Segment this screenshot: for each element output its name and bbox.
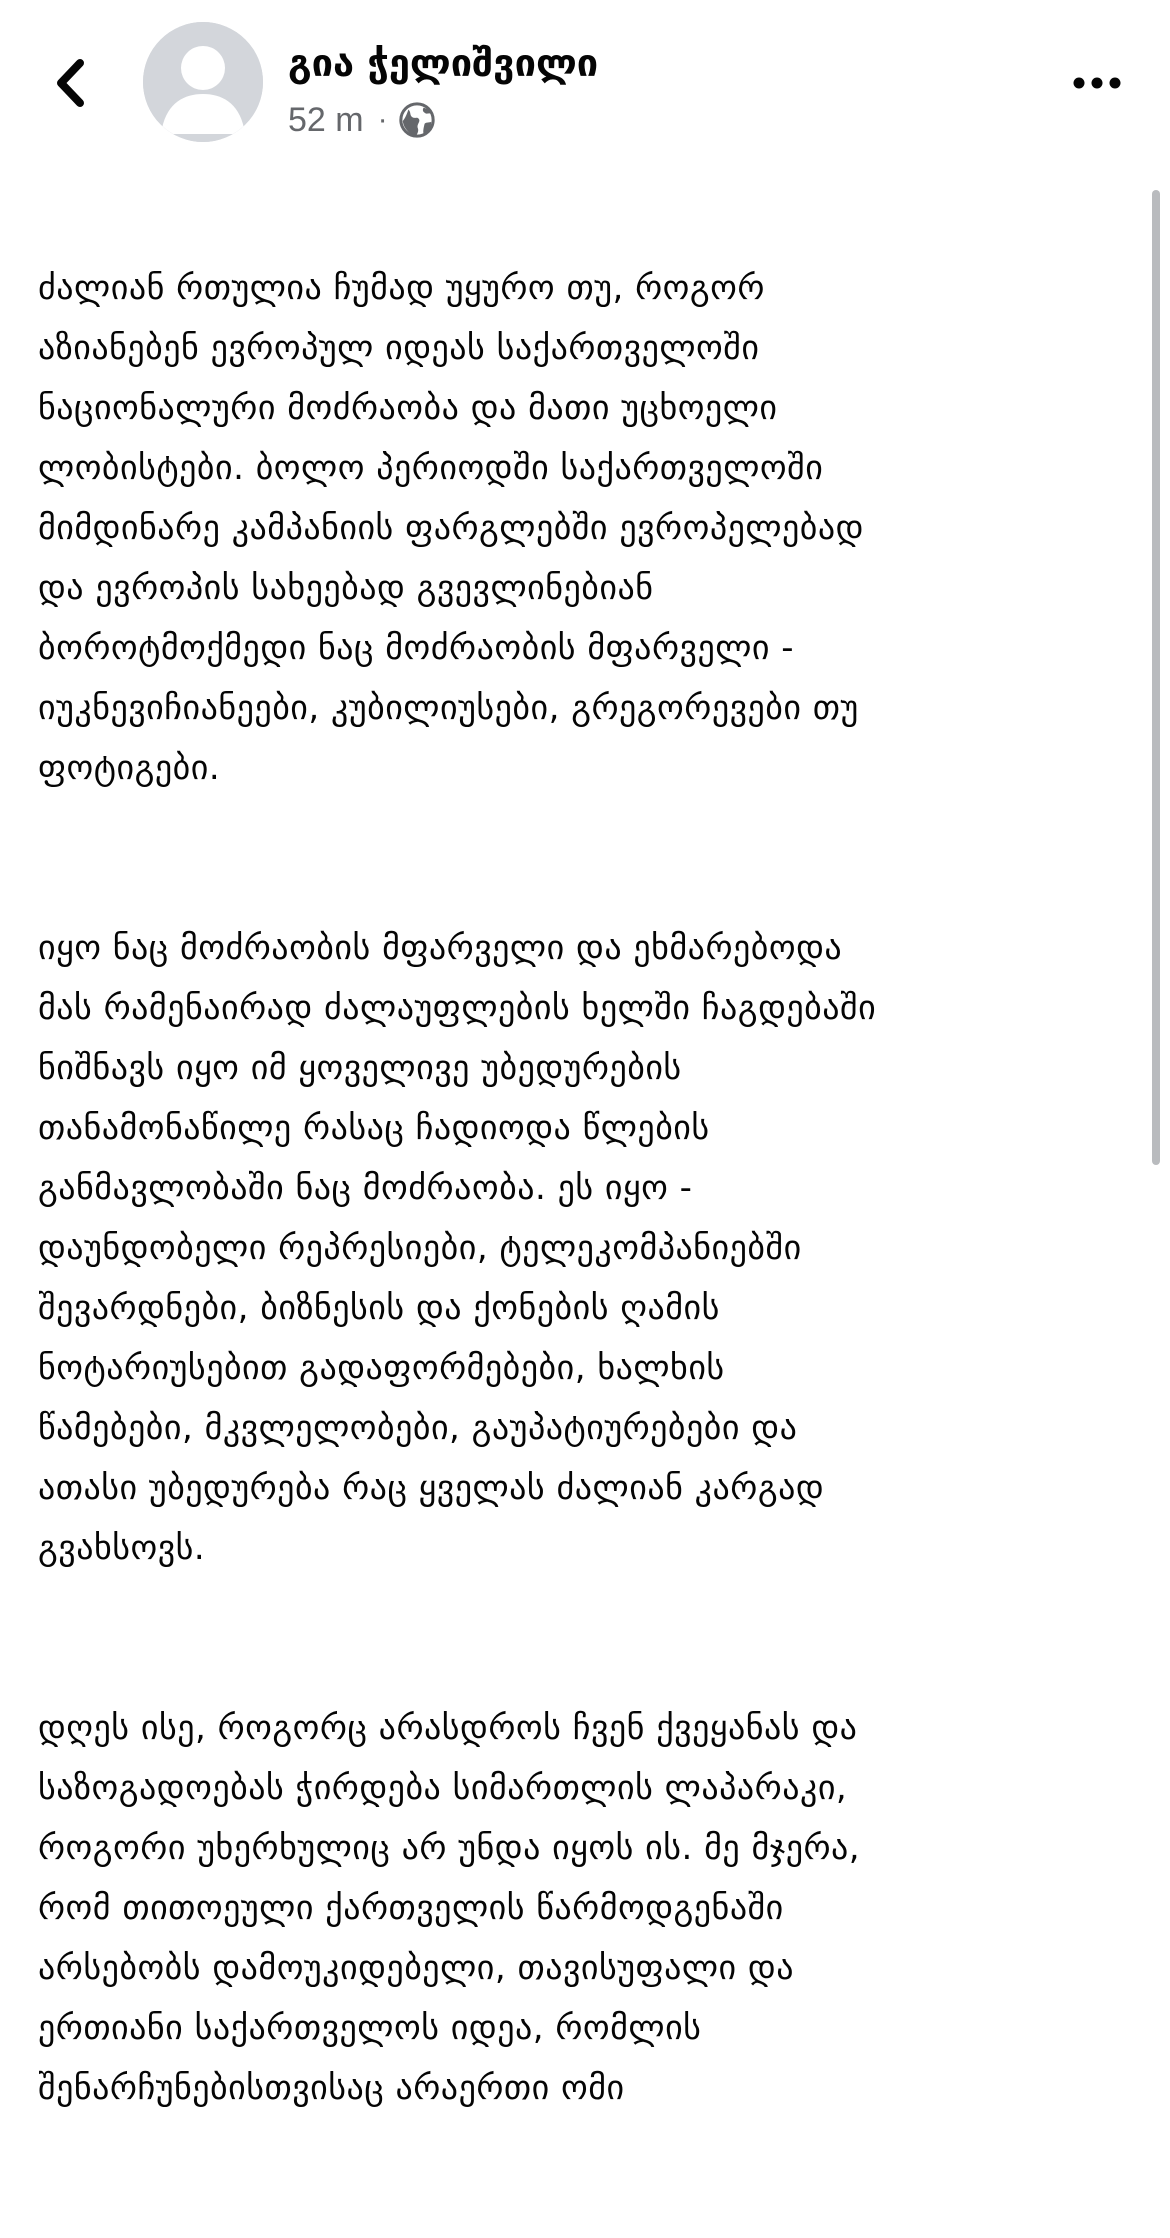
meta-separator: · (377, 103, 388, 136)
author-name[interactable]: გია ჭელიშვილი (288, 41, 599, 85)
chevron-left-icon (53, 57, 87, 109)
post-paragraph: დღეს ისე, როგორც არასდროს ჩვენ ქვეყანას და საზოგადოებას ჭირდება სიმართლის ლაპარაკი, როგორი უხერხულიც არ უნდა იყოს ის. მე მჯერა, რომ თითოეული ქართველის წარმოდგენაში არსებობს დამოუკიდებელი, თავისუფალი და ერთიანი საქართველოს იდეა, რომლის შენარჩუნებისთვისაც არაერთი ომი (38, 1708, 861, 2108)
post-text (38, 198, 1133, 2238)
post-meta (288, 100, 436, 140)
post-timestamp[interactable]: 52 m (288, 101, 364, 139)
scrollbar[interactable] (1152, 190, 1160, 1165)
avatar[interactable] (143, 22, 263, 142)
back-button[interactable] (40, 48, 100, 118)
post-paragraph: ძალიან რთულია ჩუმად უყურო თუ, როგორ აზიანებენ ევროპულ იდეას საქართველოში ნაციონალური მოძრაობა და მათი უცხოელი ლობისტები. ბოლო პერიოდში საქართველოში მიმდინარე კამპანიის ფარგლებში ევროპელებად და ევროპის სახეებად გვევლინებიან ბოროტმოქმედი ნაც მოძრაობის მფარველი - იუკნევიჩიანეები, კუბილიუსები, გრეგორევები თუ ფოტიგები. (38, 268, 864, 788)
more-options-button[interactable] (1062, 58, 1132, 108)
post-paragraph: იყო ნაც მოძრაობის მფარველი და ეხმარებოდა მას რამენაირად ძალაუფლების ხელში ჩაგდებაში ნიშნავს იყო იმ ყოველივე უბედურების თანამონაწილე რასაც ჩადიოდა წლების განმავლობაში ნაც მოძრაობა. ეს იყო - დაუნდობელი რეპრესიები, ტელეკომპანიებში შევარდნები, ბიზნესის და ქონების ღამის ნოტარიუსებით გადაფორმებები, ხალხის წამებები, მკვლელობები, გაუპატიურებები და ათასი უბედურება რაც ყველას ძალიან კარგად გვახსოვს. (38, 928, 877, 1568)
default-avatar-icon (143, 22, 263, 142)
post-header (0, 0, 1170, 160)
more-horizontal-icon (1072, 76, 1122, 90)
globe-icon[interactable] (398, 101, 436, 139)
